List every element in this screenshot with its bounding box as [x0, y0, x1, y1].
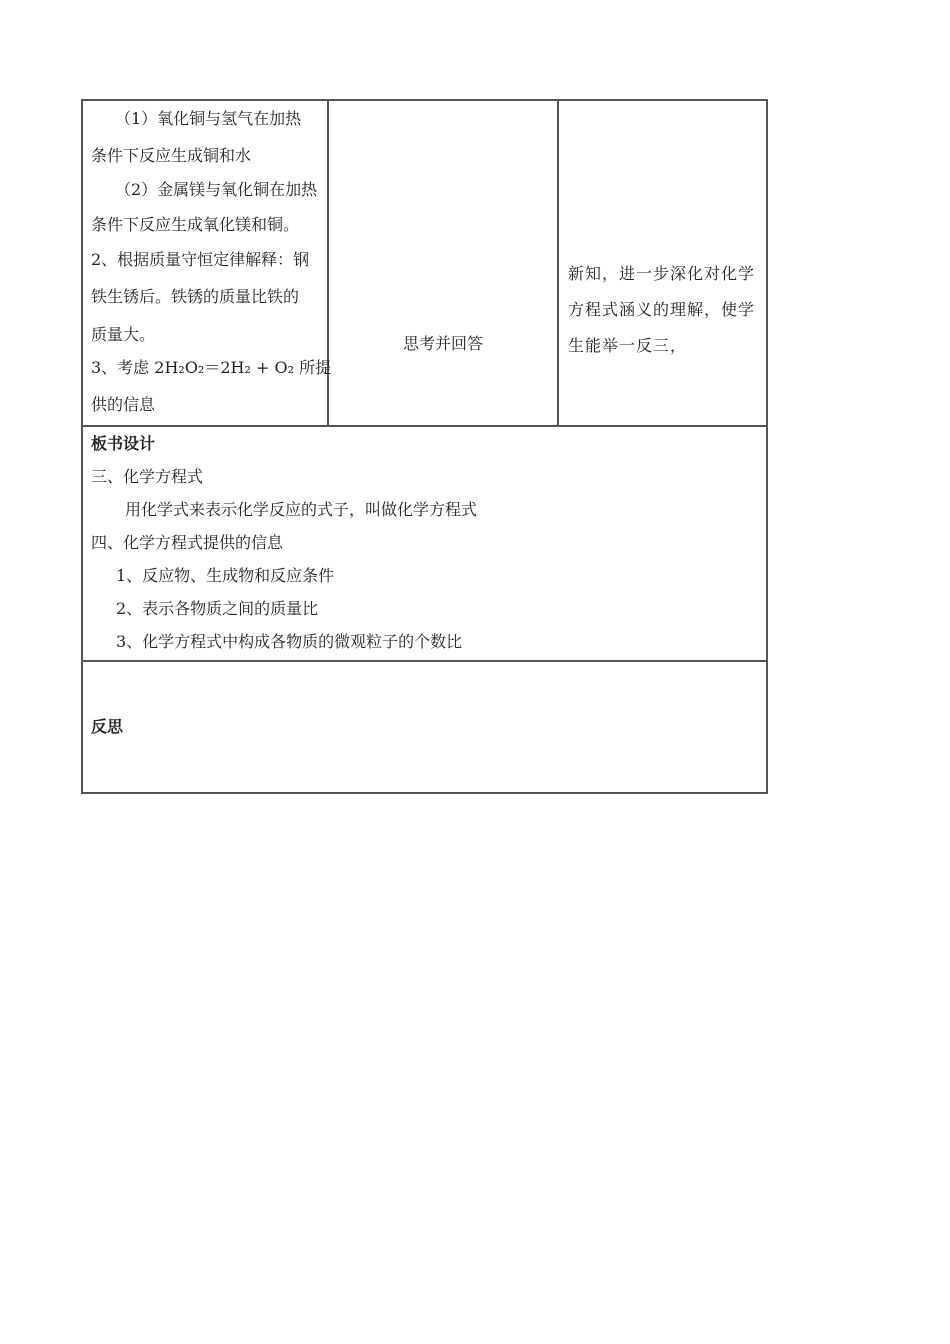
reflection-heading: 反思: [91, 717, 124, 736]
student-activity-cell: [329, 101, 559, 425]
board-design-row: [83, 427, 766, 662]
board-line: 三、化学方程式: [91, 467, 204, 486]
content-line: 铁生锈后。铁锈的质量比铁的: [91, 287, 300, 306]
board-design-heading: 板书设计: [91, 434, 156, 453]
board-line: 四、化学方程式提供的信息: [91, 533, 284, 552]
content-line: 2、根据质量守恒定律解释：钢: [91, 250, 310, 269]
board-line: 1、反应物、生成物和反应条件: [116, 566, 335, 585]
student-activity-text: 思考并回答: [402, 334, 483, 353]
reflection-row: [83, 662, 766, 792]
lesson-table: [81, 99, 768, 794]
intent-line: 生能举一反三，: [568, 336, 688, 355]
content-line: 3、考虑 2H₂O₂＝2H₂ + O₂ 所提: [91, 358, 332, 377]
content-line: 供的信息: [91, 395, 156, 414]
intent-line: 方程式涵义的理解，使学: [568, 300, 756, 319]
intent-line: 新知，进一步深化对化学: [568, 264, 756, 283]
design-intent-cell: [559, 101, 766, 425]
content-line: 条件下反应生成铜和水: [91, 146, 252, 165]
content-line: （1）氧化铜与氢气在加热: [115, 109, 302, 128]
content-cell: [83, 101, 332, 425]
board-line: 2、表示各物质之间的质量比: [116, 599, 319, 618]
content-line: 条件下反应生成氧化镁和铜。: [91, 215, 300, 234]
board-line: 用化学式来表示化学反应的式子，叫做化学方程式: [125, 500, 478, 519]
content-line: 质量大。: [91, 325, 156, 344]
board-line: 3、化学方程式中构成各物质的微观粒子的个数比: [116, 632, 463, 651]
activity-row: [83, 101, 766, 427]
content-line: （2）金属镁与氧化铜在加热: [115, 180, 318, 199]
